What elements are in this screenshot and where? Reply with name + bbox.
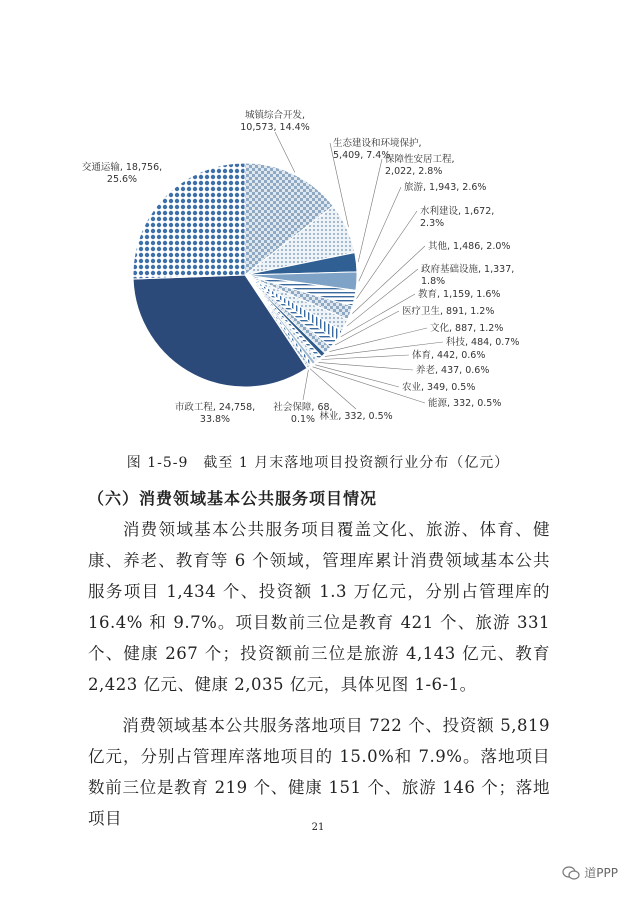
- page-number: 21: [311, 822, 325, 833]
- leader-line: [358, 159, 382, 262]
- leader-line: [359, 187, 401, 281]
- paragraph-1: [88, 514, 550, 700]
- section-heading: （六）消费领域基本公共服务项目情况: [88, 489, 378, 508]
- watermark-text: 道PPP: [584, 866, 618, 880]
- slice-label: 其他, 1,486, 2.0%: [428, 241, 511, 252]
- leader-line: [275, 132, 295, 173]
- slice-label: 政府基础设施, 1,337, 1.8%: [421, 264, 515, 287]
- leader-line: [322, 355, 410, 360]
- slice-label: 交通运输, 18,756, 25.6%: [81, 162, 163, 185]
- pie-slice: [133, 163, 245, 279]
- slice-label: 生态建设和环境保护, 5,409, 7.4%: [333, 138, 422, 161]
- slice-label: 体育, 442, 0.6%: [412, 350, 486, 361]
- slice-label: 城镇综合开发, 10,573, 14.4%: [240, 110, 310, 133]
- wechat-icon: [562, 866, 580, 880]
- slice-label: 养老, 437, 0.6%: [416, 365, 490, 376]
- slice-label: 教育, 1,159, 1.6%: [418, 289, 501, 300]
- paragraph-2: [88, 710, 550, 834]
- slice-label: 水利建设, 1,672, 2.3%: [420, 206, 495, 229]
- leader-line: [318, 362, 413, 370]
- leader-line: [329, 328, 427, 352]
- watermark: [562, 864, 618, 881]
- slice-label: 农业, 349, 0.5%: [402, 382, 476, 393]
- slice-label: 医疗卫生, 891, 1.2%: [402, 306, 495, 317]
- paragraph-2-text: 消费领域基本公共服务落地项目 722 个、投资额 5,819 亿元，分别占管理库落地项目的 15.0%和 7.9%。落地项目数前三位是教育 219 个、健康 151 个、旅游 146 个；落地项目: [88, 716, 550, 828]
- slice-label: 林业, 332, 0.5%: [319, 411, 393, 422]
- leader-line: [357, 211, 418, 299]
- slice-label: 能源, 332, 0.5%: [428, 398, 502, 409]
- leader-line: [352, 246, 425, 314]
- figure-caption: 图 1-5-9 截至 1 月末落地项目投资额行业分布（亿元）: [126, 455, 510, 471]
- slice-label: 市政工程, 24,758, 33.8%: [174, 402, 256, 425]
- slice-label: 社会保障, 68, 0.1%: [273, 402, 333, 425]
- slice-label: 文化, 887, 1.2%: [430, 323, 504, 334]
- slice-label: 保障性安居工程, 2,022, 2.8%: [385, 154, 455, 177]
- slice-label: 科技, 484, 0.7%: [446, 337, 520, 348]
- slice-label: 旅游, 1,943, 2.6%: [404, 182, 487, 193]
- paragraph-1-text: 消费领域基本公共服务项目覆盖文化、旅游、体育、健康、养老、教育等 6 个领域，管理库累计消费领域基本公共服务项目 1,434 个、投资额 1.3 万亿元，分别占管理库的 16.4% 和 9.7%。项目数前三位是教育 421 个、旅游 331 个、健康 267 个；投资额前三位是旅游 4,143 亿元、教育 2,423 亿元、健康 2,035 亿元，具体见图 1-6-1。: [88, 520, 550, 694]
- pie-chart: [0, 0, 636, 440]
- leader-line: [303, 370, 308, 400]
